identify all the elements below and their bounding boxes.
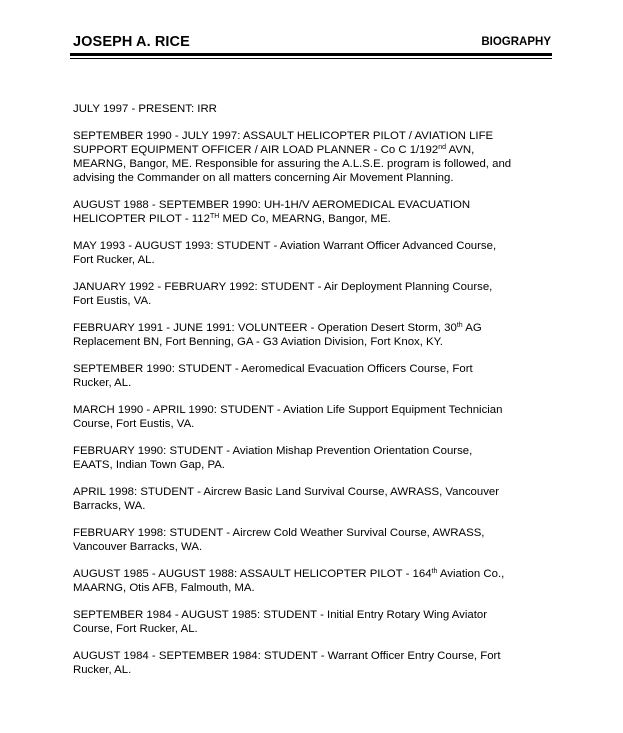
entry-line: AUGUST 1988 - SEPTEMBER 1990: UH-1H/V AEROMEDICAL EVACUATION [73,199,471,211]
entry-line: Barracks, WA. [73,500,146,512]
entry-line: MARCH 1990 - APRIL 1990: STUDENT - Aviation Life Support Equipment Technician [73,404,503,416]
bio-entry [73,198,563,226]
entry-line: Course, Fort Eustis, VA. [73,418,195,430]
bio-entry [73,403,563,431]
bio-entry [73,102,563,116]
entry-line: AUGUST 1985 - AUGUST 1988: ASSAULT HELICOPTER PILOT - 164th Aviation Co., [73,568,505,580]
person-name: JOSEPH A. RICE [73,34,190,50]
entry-line: APRIL 1998: STUDENT - Aircrew Basic Land Survival Course, AWRASS, Vancouver [73,486,500,498]
entry-line: Course, Fort Rucker, AL. [73,623,198,635]
entry-line: Rucker, AL. [73,664,132,676]
ordinal-superscript: th [456,322,463,329]
ordinal-superscript: TH [209,213,220,220]
entry-line: SUPPORT EQUIPMENT OFFICER / AIR LOAD PLANNER - Co C 1/192nd AVN, [73,144,475,156]
entry-line: Rucker, AL. [73,377,132,389]
entry-line: MAY 1993 - AUGUST 1993: STUDENT - Aviation Warrant Officer Advanced Course, [73,240,497,252]
entry-line: SEPTEMBER 1990 - JULY 1997: ASSAULT HELICOPTER PILOT / AVIATION LIFE [73,130,494,142]
document-header [73,34,551,54]
entry-line: MAARNG, Otis AFB, Falmouth, MA. [73,582,255,594]
bio-entry [73,321,563,349]
bio-entry [73,239,563,267]
entry-line: Replacement BN, Fort Benning, GA - G3 Aviation Division, Fort Knox, KY. [73,336,443,348]
header-rule-thin [70,58,552,59]
bio-entry [73,444,563,472]
ordinal-superscript: th [431,568,438,575]
bio-entry [73,485,563,513]
entry-line: JANUARY 1992 - FEBRUARY 1992: STUDENT - Air Deployment Planning Course, [73,281,493,293]
bio-entry [73,608,563,636]
entry-line: Fort Eustis, VA. [73,295,152,307]
bio-entry [73,129,563,185]
entry-line: SEPTEMBER 1984 - AUGUST 1985: STUDENT - Initial Entry Rotary Wing Aviator [73,609,488,621]
entry-line: SEPTEMBER 1990: STUDENT - Aeromedical Evacuation Officers Course, Fort [73,363,473,375]
header-rule-thick [70,53,552,56]
bio-entry [73,280,563,308]
entry-line: HELICOPTER PILOT - 112TH MED Co, MEARNG, Bangor, ME. [73,213,391,225]
entry-line: advising the Commander on all matters concerning Air Movement Planning. [73,172,454,184]
entry-line: Fort Rucker, AL. [73,254,155,266]
biography-entries [73,102,563,690]
bio-entry [73,362,563,390]
entry-line: FEBRUARY 1991 - JUNE 1991: VOLUNTEER - Operation Desert Storm, 30th AG [73,322,482,334]
entry-line: MEARNG, Bangor, ME. Responsible for assuring the A.L.S.E. program is followed, and [73,158,512,170]
document-type: BIOGRAPHY [481,36,551,48]
ordinal-superscript: nd [438,144,447,151]
entry-line: AUGUST 1984 - SEPTEMBER 1984: STUDENT - Warrant Officer Entry Course, Fort [73,650,501,662]
bio-entry [73,526,563,554]
bio-entry [73,567,563,595]
bio-entry [73,649,563,677]
entry-line: EAATS, Indian Town Gap, PA. [73,459,225,471]
entry-line: JULY 1997 - PRESENT: IRR [73,103,217,115]
entry-line: Vancouver Barracks, WA. [73,541,203,553]
entry-line: FEBRUARY 1990: STUDENT - Aviation Mishap Prevention Orientation Course, [73,445,473,457]
entry-line: FEBRUARY 1998: STUDENT - Aircrew Cold Weather Survival Course, AWRASS, [73,527,485,539]
